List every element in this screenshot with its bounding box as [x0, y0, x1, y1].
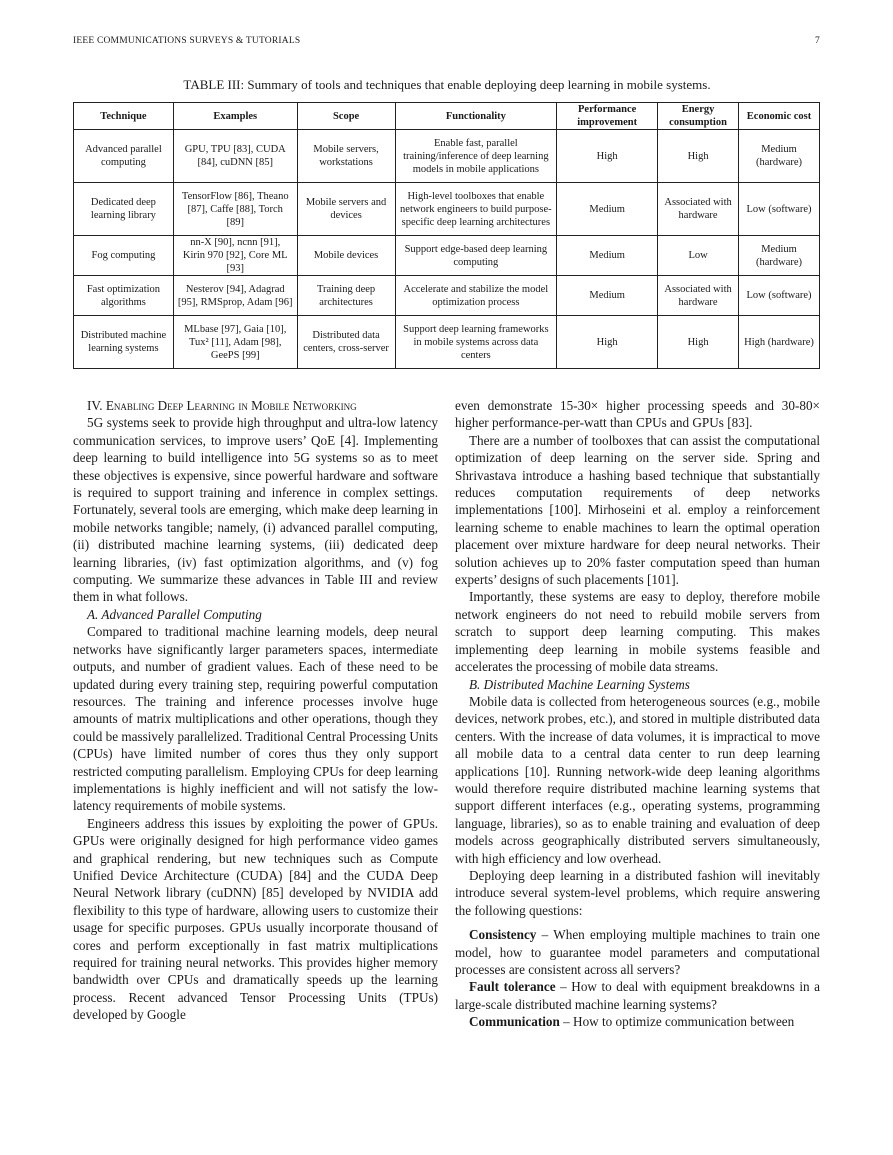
table-header-row [74, 103, 820, 130]
paragraph: Mobile data is collected from heterogeneous sources (e.g., mobile devices, network probes, etc.), and stored in multiple distributed data centers. With the increase of data volumes, it is impractical to move all mobile data to a central data center to run deep learning applications [10]. Running network-wide deep leaning algorithms would therefore require distributed machine learning systems that support different interfaces (e.g., operating systems, programming language, libraries), so as to enable training and evaluation of deep models across geographically distributed servers simultaneously, with high efficiency and low overhead. [455, 693, 820, 866]
table-cell: Dedicated deep learning library [74, 183, 174, 236]
table-row [74, 236, 820, 276]
page-header [73, 36, 820, 50]
column-header: Scope [297, 103, 395, 130]
page-number: 7 [815, 36, 820, 46]
section-title: Enabling Deep Learning in Mobile Networking [105, 398, 357, 413]
item-text: – When employing multiple machines to train one model, how to guarantee model parameters and computational processes are consistent across all servers? [455, 927, 820, 977]
column-header: Functionality [395, 103, 557, 130]
table-cell: Medium (hardware) [739, 130, 820, 183]
table-cell: Enable fast, parallel training/inference of deep learning models in mobile applications [395, 130, 557, 183]
table-cell: Medium [557, 183, 658, 236]
column-header: Economic cost [739, 103, 820, 130]
table-row [74, 316, 820, 369]
table-cell: GPU, TPU [83], CUDA [84], cuDNN [85] [173, 130, 297, 183]
right-column [455, 397, 820, 1031]
table-row [74, 130, 820, 183]
left-column [73, 397, 438, 1024]
table-cell: MLbase [97], Gaia [10], Tux² [11], Adam [98], GeePS [99] [173, 316, 297, 369]
list-item [455, 978, 820, 1013]
table-cell: Support deep learning frameworks in mobile systems across data centers [395, 316, 557, 369]
table-cell: Medium [557, 276, 658, 316]
table-cell: Advanced parallel computing [74, 130, 174, 183]
table-cell: High [658, 130, 739, 183]
table-cell: Fog computing [74, 236, 174, 276]
item-term: Consistency [469, 927, 537, 943]
table-cell: High [557, 130, 658, 183]
table-cell: Fast optimization algorithms [74, 276, 174, 316]
item-text: – How to deal with equipment breakdowns in a large-scale distributed machine learning systems? [455, 979, 821, 1012]
table-cell: Medium (hardware) [739, 236, 820, 276]
table-cell: High [658, 316, 739, 369]
item-text: – How to optimize communication between [559, 1014, 795, 1030]
item-term: Fault tolerance [469, 979, 556, 995]
table-cell: Support edge-based deep learning computing [395, 236, 557, 276]
table-cell: Mobile devices [297, 236, 395, 276]
table-cell: Training deep architectures [297, 276, 395, 316]
column-header: Energy consumption [658, 103, 739, 130]
subsection-heading: A. Advanced Parallel Computing [87, 606, 262, 622]
table-cell: Mobile servers and devices [297, 183, 395, 236]
paragraph: There are a number of toolboxes that can assist the computational optimization of deep learning on the server side. Spring and Shrivastava introduce a hashing based technique that substantially reduces computation requirements of deep networks implementations [100]. Mirhoseini et al. employ a reinforcement learning scheme to enable machines to learn the optimal operation placement over mixture hardware for deep neural networks. Their solution achieves up to 20% faster computation speed than human experts’ designs of such placements [101]. [455, 432, 820, 588]
paragraph: Compared to traditional machine learning models, deep neural networks have significantly larger parameters spaces, intermediate outputs, and number of gradient values. Each of these need to be updated during every training step, requiring powerful computation resources. The training and inference processes involve huge amounts of matrix multiplications and other operations, though they could be massively parallelized. Traditional Central Processing Units (CPUs) have limited number of cores thus they only support restricted computing parallelism. Employing CPUs for deep learning implementations is highly inefficient and will not satisfy the low-latency requirements of mobile systems. [73, 624, 438, 814]
table-cell: Low (software) [739, 183, 820, 236]
table-cell: Accelerate and stabilize the model optimization process [395, 276, 557, 316]
table-cell: High [557, 316, 658, 369]
table-cell: TensorFlow [86], Theano [87], Caffe [88], Torch [89] [173, 183, 297, 236]
subsection-heading: B. Distributed Machine Learning Systems [469, 676, 690, 692]
section-number: IV. [87, 398, 103, 413]
tools-table [73, 102, 820, 369]
paragraph: Deploying deep learning in a distributed fashion will inevitably introduce several system-level problems, which require answering the following questions: [455, 867, 820, 918]
column-header: Technique [74, 103, 174, 130]
table-row [74, 276, 820, 316]
column-header: Examples [173, 103, 297, 130]
column-header: Performance improvement [557, 103, 658, 130]
table-cell: Medium [557, 236, 658, 276]
list-item [455, 1013, 820, 1030]
paragraph: 5G systems seek to provide high throughput and ultra-low latency communication services, to improve users’ QoE [4]. Implementing deep learning to build intelligence into 5G systems so as to meet these objectives is expensive, since powerful hardware and software is required to support training and inference in complex settings. Fortunately, several tools are emerging, which make deep learning in mobile networks tangible; namely, (i) advanced parallel computing, (ii) distributed machine learning systems, (iii) dedicated deep learning libraries, (iv) fast optimization algorithms, and (v) fog computing. We summarize these advances in Table III and review them in what follows. [73, 415, 438, 605]
table-cell: Low [658, 236, 739, 276]
table-cell: nn-X [90], ncnn [91], Kirin 970 [92], Core ML [93] [173, 236, 297, 276]
journal-name: IEEE COMMUNICATIONS SURVEYS & TUTORIALS [73, 36, 301, 46]
table-cell: Associated with hardware [658, 183, 739, 236]
table-cell: Associated with hardware [658, 276, 739, 316]
item-term: Communication [469, 1014, 560, 1030]
paragraph: Engineers address this issues by exploiting the power of GPUs. GPUs were originally designed for high performance video games and graphical rendering, but new techniques such as Compute Unified Device Architecture (CUDA) [84] and the CUDA Deep Neural Network library (cuDNN) [85] developed by NVIDIA add flexibility to this type of hardware, allowing users to customize their usage for specific purposes. GPUs usually incorporate thousand of cores and perform exceptionally in fast matrix multiplications required for training neural networks. This provides higher memory bandwidth over CPUs and dramatically speeds up the learning process. Recent advanced Tensor Processing Units (TPUs) developed by Google [73, 815, 438, 1023]
table-row [74, 183, 820, 236]
section-heading [73, 397, 438, 414]
table-cell: Mobile servers, workstations [297, 130, 395, 183]
list-item [455, 926, 820, 978]
table-cell: High (hardware) [739, 316, 820, 369]
paragraph: even demonstrate 15-30× higher processing speeds and 30-80× higher performance-per-watt than CPUs and GPUs [83]. [455, 398, 820, 431]
table-cell: Low (software) [739, 276, 820, 316]
table-cell: Distributed data centers, cross-server [297, 316, 395, 369]
table-cell: Distributed machine learning systems [74, 316, 174, 369]
paragraph: Importantly, these systems are easy to deploy, therefore mobile network engineers do not need to rebuild mobile servers from scratch to support deep learning computing. This makes implementing deep learning in mobile systems feasible and accelerates the processing of mobile data streams. [455, 589, 820, 675]
table-cell: Nesterov [94], Adagrad [95], RMSprop, Adam [96] [173, 276, 297, 316]
table-caption: TABLE III: Summary of tools and techniques that enable deploying deep learning in mobile systems. [183, 77, 711, 92]
table-cell: High-level toolboxes that enable network engineers to build purpose-specific deep learning architectures [395, 183, 557, 236]
